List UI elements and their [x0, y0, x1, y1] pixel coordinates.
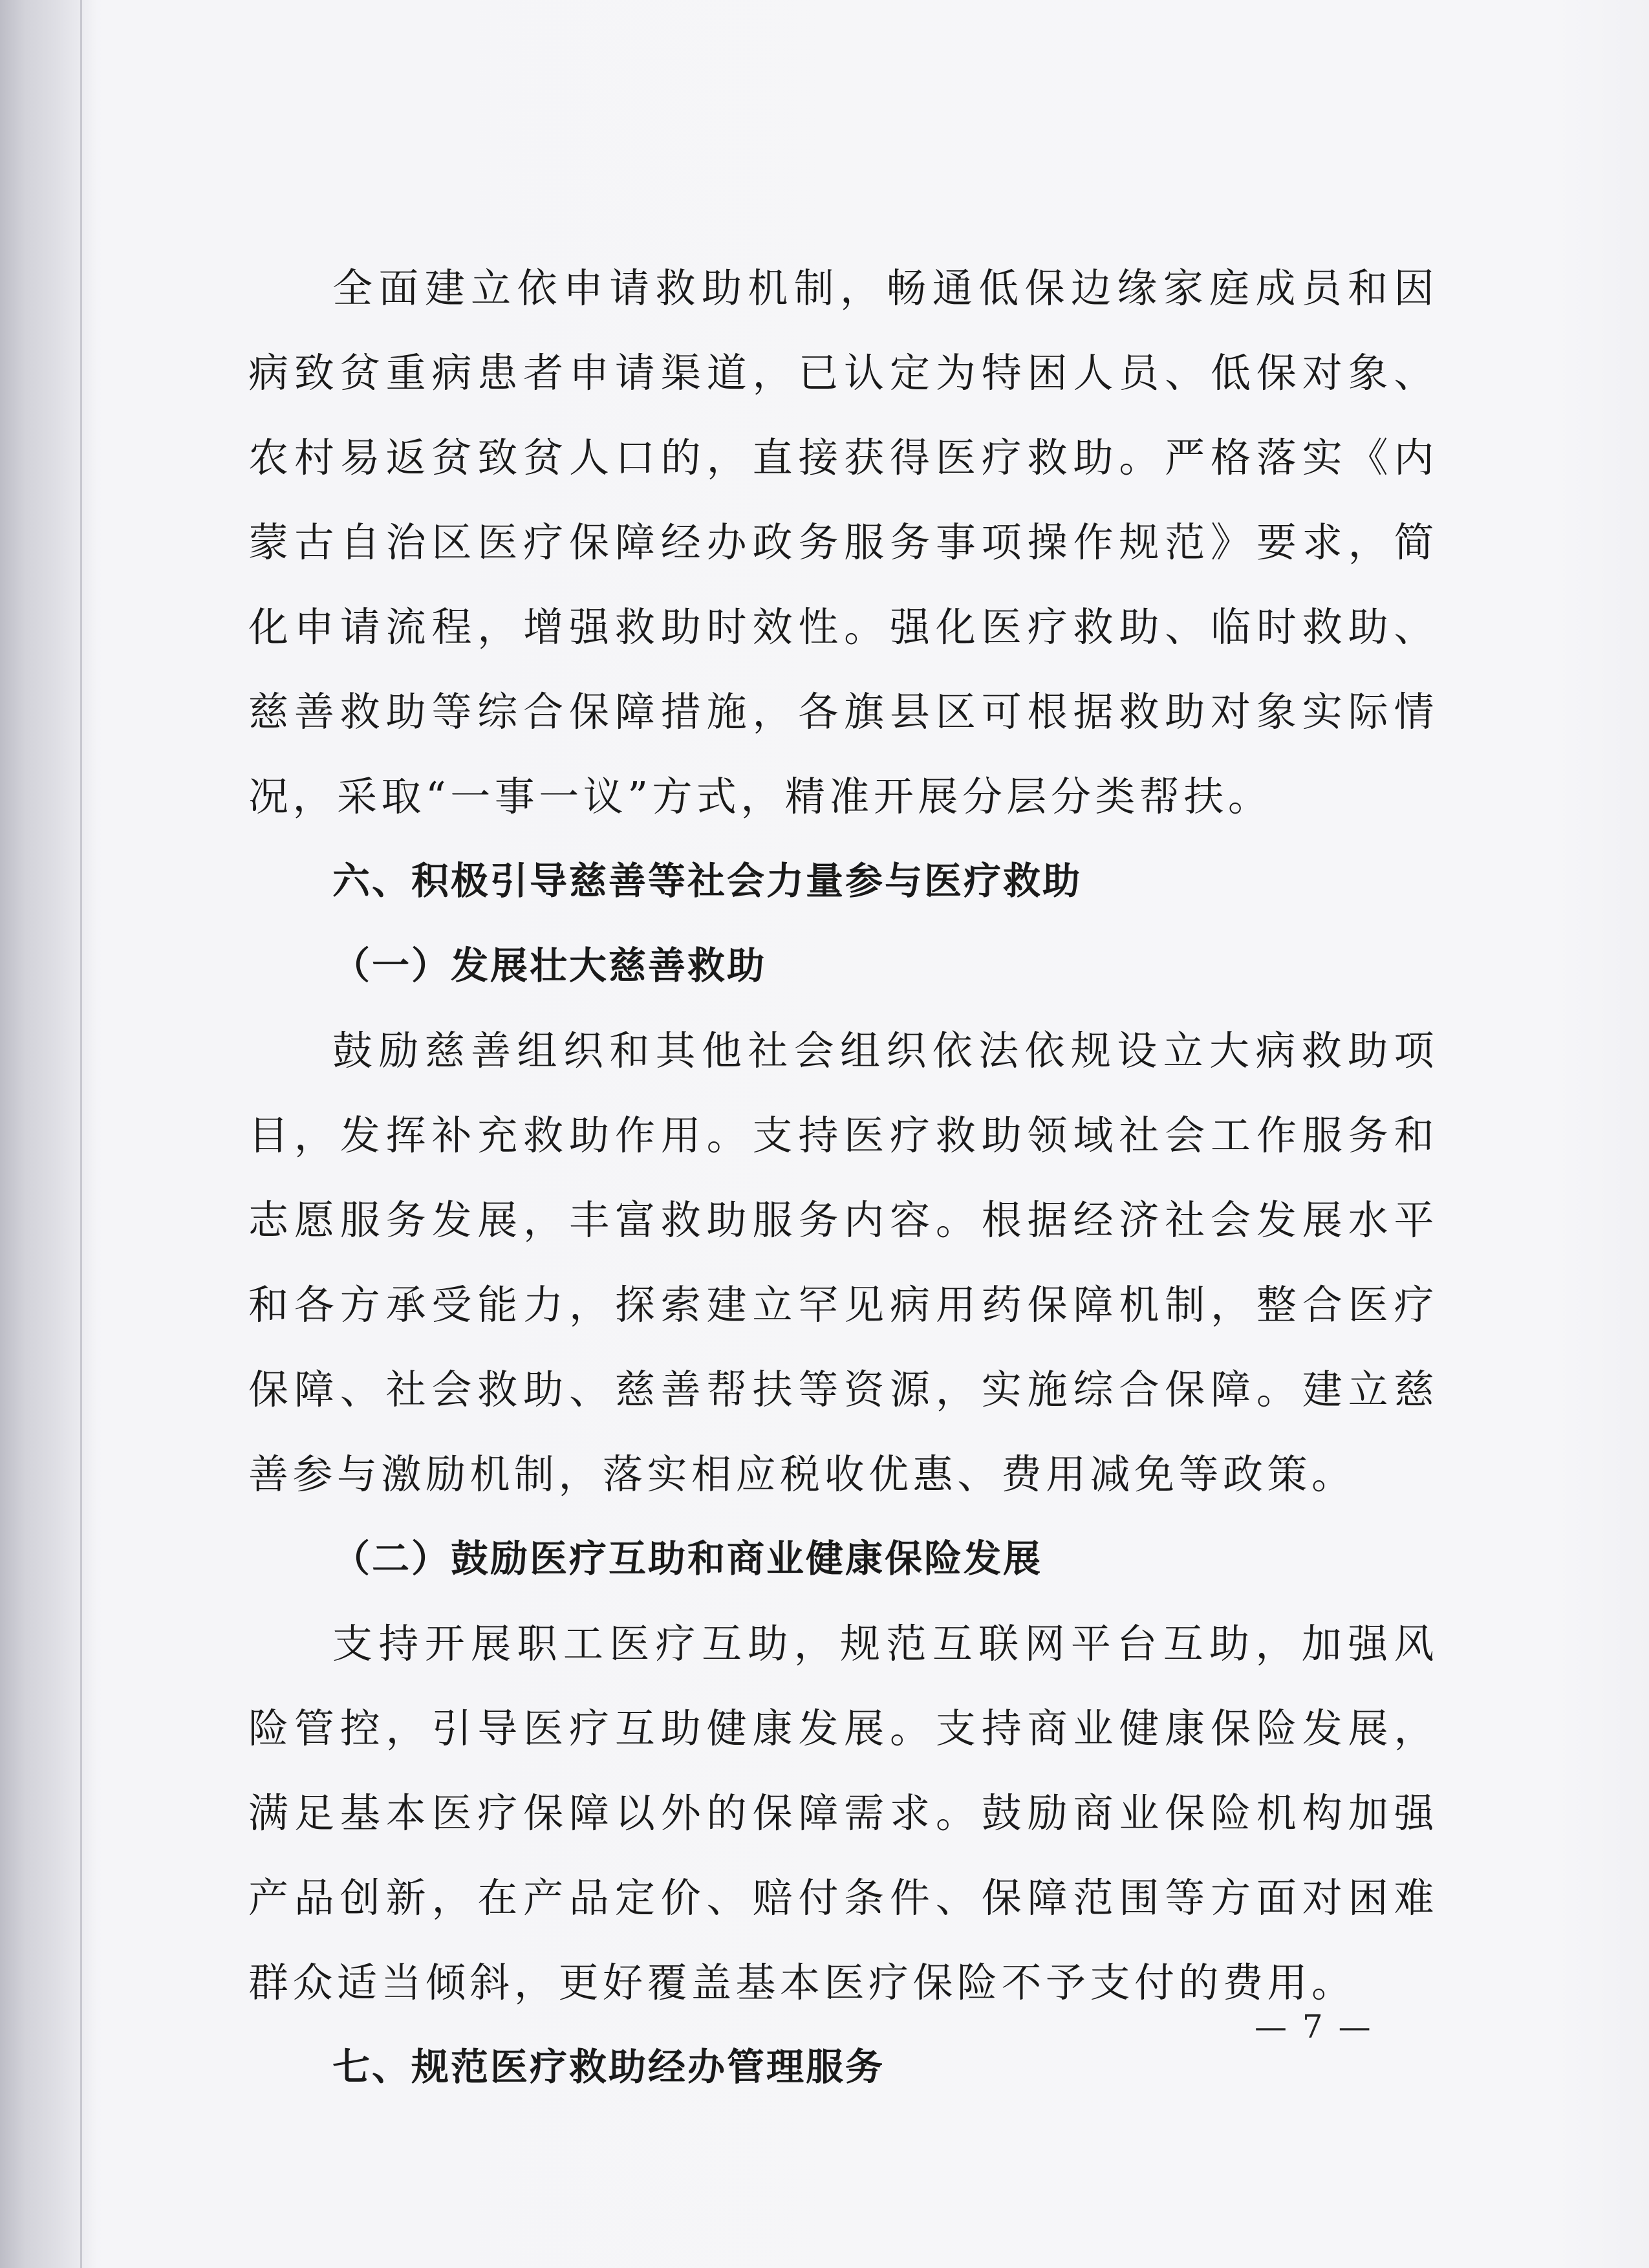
paragraph-mutual-aid-insurance: 支持开展职工医疗互助，规范互联网平台互助，加强风险管控，引导医疗互助健康发展。支持商业健康保险发展，满足基本医疗保障以外的保障需求。鼓励商业保险机构加强产品创新，在产品定价、赔付条件、保障范围等方面对困难群众适当倾斜，更好覆盖基本医疗保险不予支付的费用。 — [248, 1620, 1438, 2006]
paragraph-charity-assistance: 鼓励慈善组织和其他社会组织依法依规设立大病救助项目，发挥补充救助作用。支持医疗救助领域社会工作服务和志愿服务发展，丰富救助服务内容。根据经济社会发展水平和各方承受能力，探索建立罕见病用药保障机制，整合医疗保障、社会救助、慈善帮扶等资源，实施综合保障。建立慈善参与激励机制，落实相应税收优惠、费用减免等政策。 — [248, 1027, 1438, 1498]
document-body — [248, 246, 1438, 2110]
paragraph-application-assistance: 全面建立依申请救助机制，畅通低保边缘家庭成员和因病致贫重病患者申请渠道，已认定为特困人员、低保对象、农村易返贫致贫人口的，直接获得医疗救助。严格落实《内蒙古自治区医疗保障经办政务服务事项操作规范》要求，简化申请流程，增强救助时效性。强化医疗救助、临时救助、慈善救助等综合保障措施，各旗县区可根据救助对象实际情况，采取“一事一议”方式，精准开展分层分类帮扶。 — [248, 265, 1438, 820]
section-heading-6: 六、积极引导慈善等社会力量参与医疗救助 — [332, 859, 1083, 903]
book-spine-edge — [80, 0, 82, 2268]
section-heading-7: 七、规范医疗救助经办管理服务 — [332, 2045, 885, 2089]
book-spine-shadow — [0, 0, 97, 2268]
subsection-heading-6-1: （一）发展壮大慈善救助 — [332, 944, 767, 988]
page-number: — 7 — — [1255, 2008, 1374, 2046]
subsection-heading-6-2: （二）鼓励医疗互助和商业健康保险发展 — [332, 1537, 1043, 1581]
